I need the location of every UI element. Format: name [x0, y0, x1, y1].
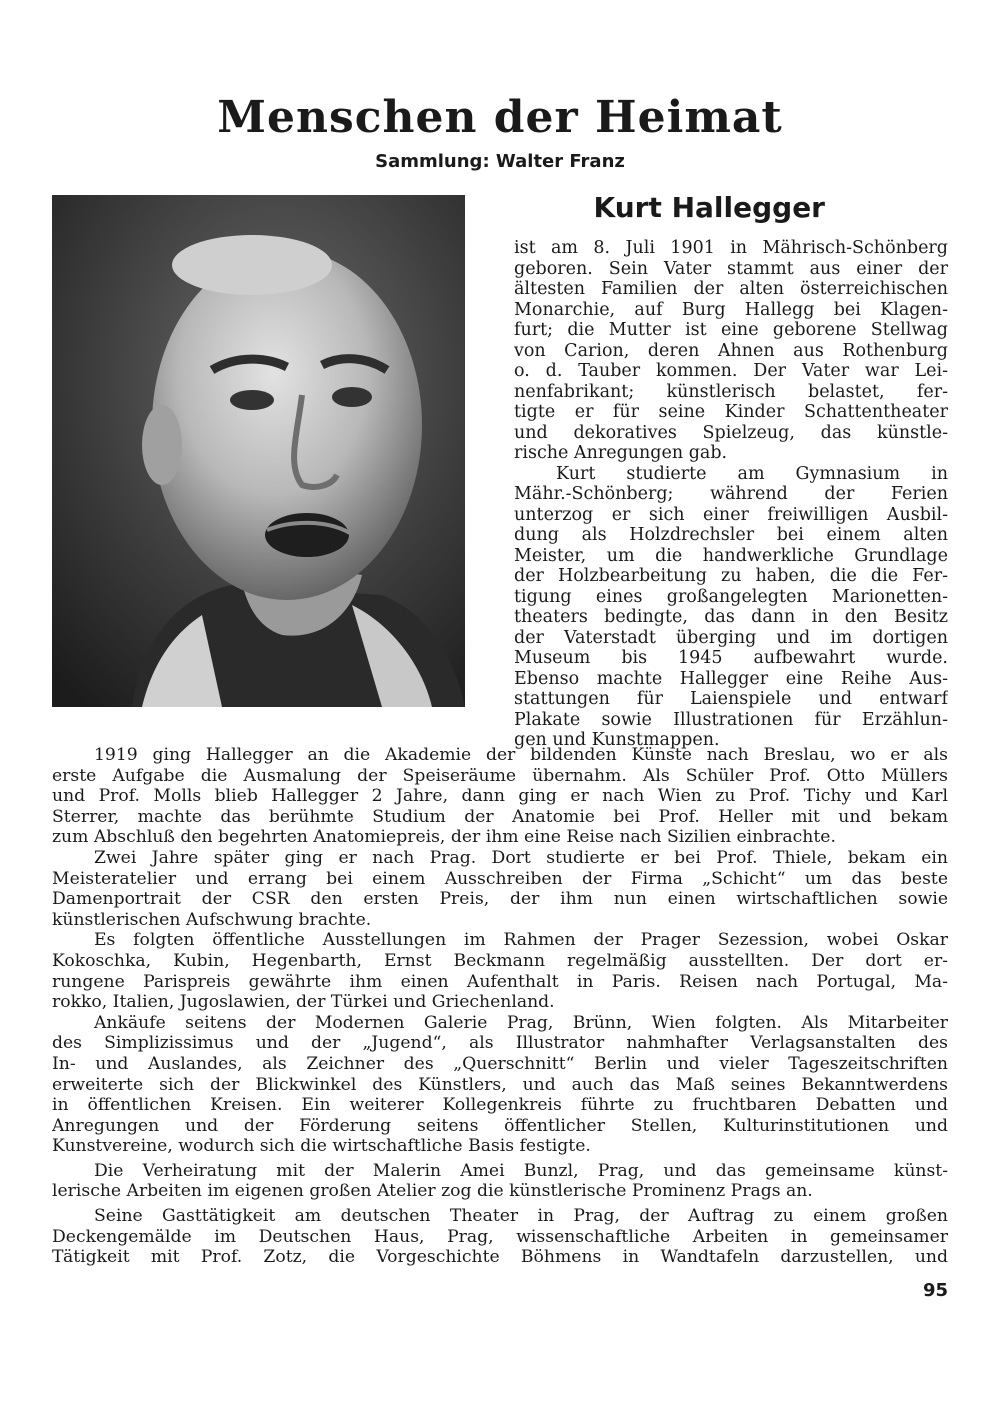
portrait-illustration	[52, 195, 465, 707]
text-line: unterzog er sich einer freiwilligen Ausbil-	[514, 504, 948, 525]
text-line: Kurt studierte am Gymnasium in	[556, 463, 948, 484]
text-line: Meisteratelier und errang bei einem Ausschreiben der Firma „Schicht“ um das beste	[52, 868, 948, 889]
text-line: Monarchie, auf Burg Hallegg bei Klagen-	[514, 299, 948, 320]
page-number: 95	[922, 1280, 948, 1301]
text-line: von Carion, deren Ahnen aus Rothenburg	[514, 340, 948, 361]
text-line: Ebenso machte Hallegger eine Reihe Aus-	[514, 668, 948, 689]
article-heading: Kurt Hallegger	[593, 191, 825, 224]
text-line: stattungen für Laienspiele und entwarf	[514, 689, 948, 709]
text-line: In- und Auslandes, als Zeichner des „Querschnitt“ Berlin und vieler Tageszeitschriften	[52, 1053, 948, 1074]
text-line: rische Anregungen gab.	[514, 443, 728, 463]
text-line: o. d. Tauber kommen. Der Vater war Lei-	[514, 361, 948, 381]
text-line: Es folgten öffentliche Ausstellungen im Rahmen der Prager Sezession, wobei Oskar	[94, 930, 948, 951]
text-line: geboren. Sein Vater stammt aus einer der	[514, 258, 948, 279]
text-line: und dekoratives Spielzeug, das künstle-	[514, 422, 948, 443]
text-line: Meister, um die handwerkliche Grundlage	[514, 545, 948, 566]
text-line: gen und Kunstmappen.	[514, 730, 720, 750]
text-line: tigung eines großangelegten Marionetten-	[514, 586, 948, 607]
text-line: Zwei Jahre später ging er nach Prag. Dort studierte er bei Prof. Thiele, bekam ein	[94, 847, 948, 868]
text-line: Kunstvereine, wodurch sich die wirtschaftliche Basis festigte.	[52, 1136, 591, 1157]
text-line: lerische Arbeiten im eigenen großen Atelier zog die künstlerische Prominenz Prags an.	[52, 1181, 813, 1202]
text-line: theaters bedingte, das dann in den Besitz	[514, 607, 948, 627]
text-line: tigte er für seine Kinder Schattentheater	[514, 402, 948, 422]
text-line: Plakate sowie Illustrationen für Erzählun-	[514, 709, 948, 730]
text-line: zum Abschluß den begehrten Anatomiepreis, der ihm eine Reise nach Sizilien einbrachte.	[52, 827, 836, 848]
text-line: nenfabrikant; künstlerisch belastet, fer-	[514, 381, 948, 402]
text-line: Mähr.-Schönberg; während der Ferien	[514, 484, 948, 504]
text-line: Kokoschka, Kubin, Hegenbarth, Ernst Beckmann regelmäßig ausstellten. Der dort er-	[52, 950, 948, 971]
text-line: der Holzbearbeitung zu haben, die die Fer-	[514, 566, 948, 586]
text-line: Die Verheiratung mit der Malerin Amei Bunzl, Prag, und das gemeinsame künst-	[94, 1160, 948, 1181]
text-line: furt; die Mutter ist eine geborene Stellwag	[514, 320, 948, 340]
text-line: Deckengemälde im Deutschen Haus, Prag, wissenschaftliche Arbeiten in gemeinsamer	[52, 1226, 948, 1247]
text-line: in öffentlichen Kreisen. Ein weiterer Kollegenkreis führte zu fruchtbaren Debatten und	[52, 1095, 948, 1116]
text-line: dung als Holzdrechsler bei einem alten	[514, 525, 948, 545]
text-line: der Vaterstadt überging und im dortigen	[514, 627, 948, 648]
portrait-photo	[52, 195, 465, 707]
text-line: Museum bis 1945 aufbewahrt wurde.	[514, 648, 948, 668]
text-line: erweiterte sich der Blickwinkel des Künstlers, und auch das Maß seines Bekanntwerdens	[52, 1074, 948, 1095]
text-line: ist am 8. Juli 1901 in Mährisch-Schönberg	[514, 238, 948, 258]
text-line: erste Aufgabe die Ausmalung der Speiseräume übernahm. Als Schüler Prof. Otto Müllers	[52, 765, 948, 786]
text-line: Ankäufe seitens der Modernen Galerie Prag, Brünn, Wien folgten. Als Mitarbeiter	[94, 1012, 948, 1033]
text-line: und Prof. Molls blieb Hallegger 2 Jahre, dann ging er nach Wien zu Prof. Tichy und Karl	[52, 786, 948, 807]
page-title: Menschen der Heimat	[217, 92, 783, 143]
text-line: Seine Gasttätigkeit am deutschen Theater in Prag, der Auftrag zu einem großen	[94, 1206, 948, 1227]
text-line: Tätigkeit mit Prof. Zotz, die Vorgeschichte Böhmens in Wandtafeln darzustellen, und	[52, 1247, 948, 1268]
article-column	[514, 238, 948, 751]
text-line: Damenportrait der CSR den ersten Preis, der ihm nun einen wirtschaftlichen sowie	[52, 889, 948, 910]
text-line: rokko, Italien, Jugoslawien, der Türkei und Griechenland.	[52, 992, 555, 1013]
text-line: 1919 ging Hallegger an die Akademie der bildenden Künste nach Breslau, wo er als	[94, 745, 948, 765]
text-line: ältesten Familien der alten österreichischen	[514, 279, 948, 299]
article-body	[52, 745, 948, 1268]
collection-subtitle: Sammlung: Walter Franz	[375, 151, 625, 172]
text-line: Sterrer, machte das berühmte Studium der Anatomie bei Prof. Heller mit und bekam	[52, 806, 948, 827]
text-line: Anregungen und der Förderung seitens öffentlicher Stellen, Kulturinstitutionen und	[52, 1115, 948, 1136]
text-line: künstlerischen Aufschwung brachte.	[52, 909, 372, 930]
text-line: rungene Parispreis gewährte ihm einen Aufenthalt in Paris. Reisen nach Portugal, Ma-	[52, 971, 948, 992]
text-line: des Simplizissimus und der „Jugend“, als Illustrator nahmhafter Verlagsanstalten des	[52, 1033, 948, 1054]
